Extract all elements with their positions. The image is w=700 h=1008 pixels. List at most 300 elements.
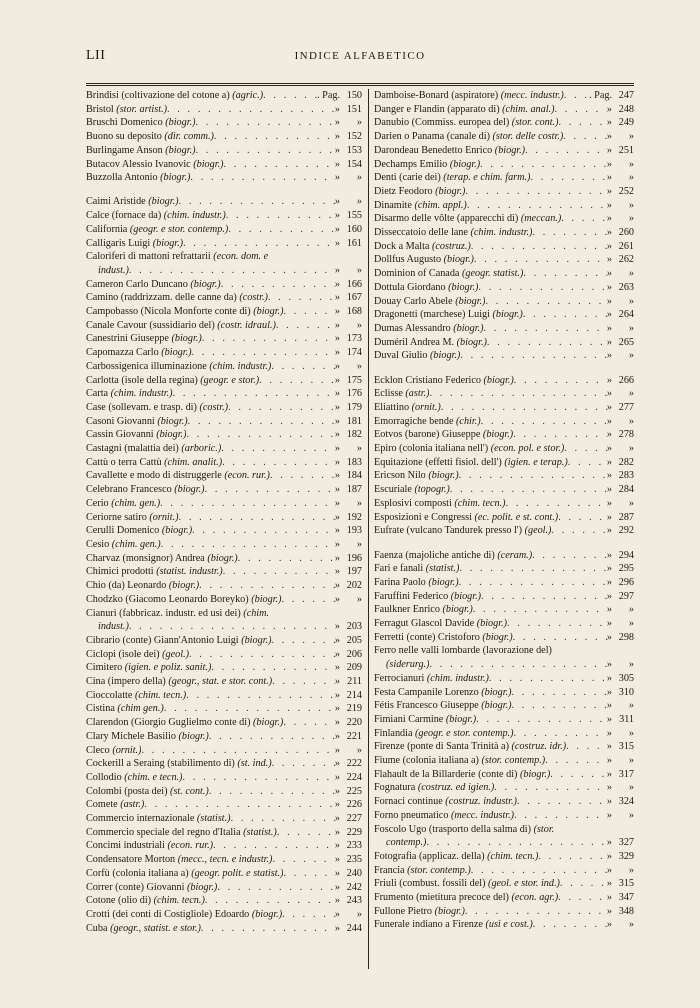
dot-leader: [559, 116, 607, 130]
dot-leader: [222, 456, 335, 470]
page-ref: »: [356, 319, 362, 331]
entry-text: [86, 798, 144, 812]
entry-text: [86, 116, 196, 130]
entry-text: [374, 905, 465, 919]
entry-title: Caloriferi di mattoni refrattarii: [86, 251, 214, 263]
entry-title: Frumento (mietitura precoce del): [374, 892, 512, 904]
page-prefix: »: [334, 881, 340, 893]
dot-leader: [223, 565, 335, 579]
entry-category-continued: indust.): [98, 621, 129, 633]
dot-leader: [167, 103, 335, 117]
dot-leader: [272, 757, 335, 771]
page-prefix: »: [334, 223, 340, 235]
entry-title: Comete: [86, 799, 121, 811]
entry-category: (biogr.): [435, 185, 466, 197]
page-prefix: »: [606, 227, 612, 239]
entry-title: Faenza (majoliche antiche di): [374, 549, 498, 561]
entry-title: Faulkner Enrico: [374, 604, 443, 616]
page-ref: 187: [346, 484, 362, 496]
entry-text: [86, 565, 223, 579]
entry-category: (biogr.): [165, 117, 196, 129]
page-prefix: »: [606, 631, 612, 643]
index-entry: [86, 483, 362, 497]
page-ref: 324: [618, 796, 634, 808]
dot-leader: [228, 401, 335, 415]
dot-leader: [568, 456, 607, 470]
page-prefix: »: [334, 388, 340, 400]
index-entry: [374, 823, 634, 850]
entry-title: Commercio internazionale: [86, 813, 197, 825]
page-ref: 284: [618, 484, 634, 496]
page-prefix: »: [606, 374, 612, 386]
page-ref: 221: [346, 730, 362, 742]
entry-category: (topogr.): [414, 484, 450, 496]
page-prefix: »: [606, 158, 612, 170]
entry-title: Damboise-Bonard (aspiratore): [374, 90, 501, 101]
page-ref: 296: [618, 576, 634, 588]
dot-leader: [561, 212, 607, 226]
page-ref: 247: [618, 90, 634, 101]
entry-title: Denti (carie dei): [374, 172, 444, 184]
entry-text: [86, 497, 160, 511]
dot-leader: [228, 223, 335, 237]
page-prefix: »: [606, 618, 612, 630]
entry-category: (chim. gen.): [111, 539, 161, 550]
page-ref: 168: [346, 306, 362, 318]
entry-title: Dinamite: [374, 199, 415, 211]
page-prefix: »: [334, 470, 340, 482]
entry-category: (biogr.): [165, 144, 196, 156]
page-prefix: »: [334, 634, 340, 646]
index-entry: [86, 853, 362, 867]
dot-leader: [221, 442, 335, 456]
page-ref: 315: [618, 741, 634, 753]
dot-leader: [188, 415, 335, 429]
dot-leader: [182, 771, 334, 785]
entry-category: (stor. cont.): [511, 117, 559, 129]
dot-leader: [190, 171, 334, 185]
entry-category: (ornit.): [411, 401, 441, 413]
index-entry: [86, 894, 362, 908]
page-prefix: »: [334, 539, 340, 550]
dot-leader: [268, 291, 335, 305]
entry-category: (igien. e terap.): [504, 456, 568, 468]
entry-title: Dottula Giordano: [374, 281, 449, 293]
page-prefix: »: [606, 700, 612, 712]
entry-category: (statist.): [196, 813, 231, 825]
entry-text: [86, 661, 211, 675]
index-entry: [86, 511, 362, 525]
page-prefix: »: [334, 744, 340, 756]
entry-title: Cina (impero della): [86, 676, 169, 688]
entry-title: Ciclopi (isole dei): [86, 648, 163, 660]
dot-leader: [186, 428, 334, 442]
dot-leader: [209, 785, 335, 799]
entry-category: (chim. tecn.): [454, 497, 506, 509]
entry-category: (usi e cost.): [485, 919, 533, 931]
entry-text: [86, 483, 205, 497]
page-prefix: »: [606, 905, 612, 917]
entry-continuation: [374, 836, 634, 850]
entry-category: (biogr.): [178, 730, 209, 742]
entry-category: (costr. idraul.): [217, 319, 276, 331]
page-ref: 243: [346, 895, 362, 907]
dot-leader: [538, 850, 607, 864]
dot-leader: [563, 130, 607, 144]
page-prefix: »: [334, 662, 340, 674]
page-prefix: »: [606, 240, 612, 252]
page-prefix: »: [606, 796, 612, 808]
entry-title: Epiro (colonia italiana nell'): [374, 443, 491, 455]
entry-category: (biogr.): [148, 196, 179, 208]
entry-title: Festa Campanile Lorenzo: [374, 686, 482, 698]
entry-text: [86, 103, 167, 117]
entry-line: [374, 823, 634, 837]
entry-text: [374, 158, 480, 172]
entry-text: [86, 853, 272, 867]
entry-title: Canestrini Giuseppe: [86, 333, 172, 345]
index-entry: [86, 360, 362, 374]
index-entry: [86, 144, 362, 158]
entry-category: (chim. industr.): [163, 210, 226, 222]
page-prefix: »: [334, 306, 340, 318]
entry-category: (econ. rur.): [167, 840, 214, 852]
entry-line: [86, 607, 362, 621]
entry-category: (ec. polit. e st. cont.): [474, 511, 559, 523]
entry-category: (chim. tecn.): [134, 689, 187, 701]
index-entry: [86, 593, 362, 607]
page-ref: 305: [618, 672, 634, 684]
index-entry: [374, 185, 634, 199]
page-ref: »: [628, 809, 634, 821]
entry-text: [374, 469, 459, 483]
index-entry: [374, 754, 634, 768]
entry-text: [374, 699, 512, 713]
entry-text: [374, 295, 485, 309]
entry-title: Cuba: [86, 922, 111, 934]
index-entry: [374, 850, 634, 864]
page-ref: 252: [618, 185, 634, 197]
dot-leader: [517, 795, 607, 809]
dot-leader: [476, 713, 607, 727]
page-prefix: »: [606, 525, 612, 537]
page-prefix: »: [334, 292, 340, 304]
page-ref: 249: [618, 117, 634, 129]
entry-text: [374, 456, 568, 470]
page-ref: 260: [618, 227, 634, 239]
page-prefix: »: [606, 755, 612, 767]
page-prefix: »: [334, 895, 340, 907]
entry-category: (econ. pol. e stor.): [490, 443, 565, 455]
entry-text: [86, 223, 228, 237]
dot-leader: [217, 881, 335, 895]
page-prefix: »: [606, 604, 612, 616]
page-ref: 202: [346, 580, 362, 592]
dot-leader: [173, 387, 335, 401]
dot-leader: [277, 826, 335, 840]
entry-text: [374, 891, 558, 905]
entry-line: [374, 644, 634, 658]
entry-category: (biogr.): [434, 905, 465, 917]
page-prefix: »: [334, 237, 340, 249]
page-ref: 197: [346, 566, 362, 578]
dot-leader: [523, 308, 607, 322]
index-entry: [374, 456, 634, 470]
page-ref: 176: [346, 388, 362, 400]
entry-category: (biogr.): [168, 580, 200, 592]
index-entry: [374, 240, 634, 254]
entry-category: (biogr.): [448, 281, 479, 293]
index-entry: [374, 918, 634, 932]
entry-title: Cianuri (fabbricaz. industr. ed usi dei): [86, 607, 244, 619]
entry-category: (mecc. industr.): [450, 809, 515, 821]
index-entry: [86, 524, 362, 538]
entry-text: [374, 103, 555, 117]
entry-text: [374, 387, 429, 401]
entry-text: [86, 593, 282, 607]
index-entry: [86, 223, 362, 237]
index-entry: [374, 644, 634, 671]
index-entry: [86, 771, 362, 785]
page-ref: »: [356, 908, 362, 920]
page-ref: »: [628, 919, 634, 931]
page-ref: »: [356, 593, 362, 605]
dot-leader: [460, 349, 607, 363]
dot-leader: [481, 590, 607, 604]
page-prefix: »: [606, 686, 612, 698]
dot-leader: [271, 634, 334, 648]
dot-leader: [205, 894, 335, 908]
dot-leader: [199, 579, 335, 593]
page-ref: 240: [346, 867, 362, 879]
entry-title: Casoni Giovanni: [86, 415, 158, 427]
entry-text: [86, 291, 268, 305]
page-ref: 311: [619, 713, 634, 725]
dot-leader: [532, 226, 606, 240]
entry-text: [374, 686, 512, 700]
page-ref: 181: [346, 415, 362, 427]
entry-category: (costruz. ed igien.): [417, 782, 495, 794]
page-prefix: »: [334, 621, 340, 633]
dot-leader: [478, 281, 606, 295]
entry-category: (st. cont.): [170, 785, 209, 797]
page-ref: »: [628, 199, 634, 211]
entry-category: (biogr.): [207, 552, 238, 564]
page-prefix: »: [606, 878, 612, 890]
index-entry: [86, 469, 362, 483]
entry-text: [374, 754, 545, 768]
entry-text: [86, 689, 186, 703]
index-entry: [86, 648, 362, 662]
entry-title: Cotone (olio di): [86, 895, 154, 907]
index-entry: [86, 922, 362, 936]
entry-category: (stor. contemp.): [407, 864, 471, 876]
index-entry: [86, 867, 362, 881]
entry-text: [374, 212, 561, 226]
entry-title: Flahault de la Billarderie (conte di): [374, 768, 520, 780]
entry-category: (biogr.): [187, 881, 218, 893]
page-prefix: »: [334, 511, 340, 523]
index-entry: [86, 237, 362, 251]
index-entry: [374, 103, 634, 117]
entry-category: (astr.): [120, 799, 145, 811]
page-prefix: »: [334, 443, 340, 455]
index-entry: [374, 877, 634, 891]
index-entry: [374, 727, 634, 741]
entry-category: (biogr.): [253, 306, 284, 318]
entry-title: Cleco: [86, 744, 113, 756]
entry-title: Brindisi (coltivazione del cotone a): [86, 90, 233, 101]
index-entry: [86, 744, 362, 758]
entry-title: Canale Cavour (sussidiario del): [86, 319, 218, 331]
page-ref: »: [628, 131, 634, 143]
dot-leader: [513, 428, 607, 442]
index-entry: [86, 89, 362, 103]
dot-leader: [284, 305, 335, 319]
page-prefix: »: [334, 158, 340, 170]
entry-text: [374, 877, 560, 891]
index-entry: [374, 130, 634, 144]
entry-title: Camino (raddrizzam. delle canne da): [86, 292, 240, 304]
page-ref: »: [356, 497, 362, 509]
page-ref: 235: [346, 854, 362, 866]
page-prefix: »: [606, 401, 612, 413]
entry-text: [374, 781, 494, 795]
entry-text: [86, 922, 201, 936]
entry-title: Disarmo delle vôlte (apparecchi di): [374, 213, 521, 225]
entry-text: [374, 130, 563, 144]
page-ref: 265: [618, 336, 634, 348]
index-entry: [374, 699, 634, 713]
dot-leader: [471, 240, 607, 254]
page-ref: 203: [346, 621, 362, 633]
entry-title: Dragonetti (marchese) Luigi: [374, 309, 493, 321]
page-prefix: »: [334, 360, 340, 372]
entry-text: [374, 727, 514, 741]
entry-text: [86, 511, 179, 525]
entry-text: [374, 740, 566, 754]
entry-text: [86, 195, 179, 209]
dot-leader: [533, 918, 607, 932]
entry-category: (mecc. industr.): [500, 90, 564, 101]
entry-category: (arboric.): [181, 443, 222, 455]
page-prefix: »: [606, 309, 612, 321]
entry-text: [374, 864, 471, 878]
entry-category: (biogr.): [492, 309, 523, 321]
entry-category: (biogr.): [251, 593, 282, 605]
index-group: [86, 195, 362, 935]
entry-title: Chodzko (Giacomo Leonardo Boreyko): [86, 593, 252, 605]
entry-text: [86, 757, 272, 771]
entry-text: [374, 850, 538, 864]
index-entry: [374, 809, 634, 823]
page-prefix: »: [334, 144, 340, 156]
page-prefix: »: [606, 850, 612, 862]
index-entry: [374, 905, 634, 919]
page-ref: »: [628, 782, 634, 794]
entry-title: Commercio speciale del regno d'Italia: [86, 826, 244, 838]
page-ref: 166: [346, 278, 362, 290]
entry-title: Esposizioni e Congressi: [374, 511, 475, 523]
page-prefix: »: [606, 254, 612, 266]
index-entry: [86, 103, 362, 117]
index-entry: [374, 387, 634, 401]
entry-title: Clarendon (Giorgio Guglielmo conte di): [86, 717, 254, 729]
entry-text: [374, 322, 484, 336]
index-entry: [86, 158, 362, 172]
entry-title: Esplosivi composti: [374, 497, 455, 509]
page-ref: 347: [618, 892, 634, 904]
entry-category: (biogr.): [430, 350, 461, 362]
entry-category: (meccan.): [520, 213, 562, 225]
entry-title: Friuli (combust. fossili del): [374, 878, 489, 890]
index-entry: [374, 89, 634, 103]
index-entry: [86, 116, 362, 130]
entry-title: Fimiani Carmine: [374, 713, 446, 725]
page-prefix: »: [334, 717, 340, 729]
page-ref: 251: [618, 144, 634, 156]
page-ref: 153: [346, 144, 362, 156]
page-ref: »: [628, 755, 634, 767]
entry-category: (stor. contemp.): [481, 755, 546, 767]
index-entry: [374, 144, 634, 158]
entry-title: Bruschi Domenico: [86, 117, 166, 129]
index-entry: [86, 661, 362, 675]
entry-category: (costruz. industr.): [445, 796, 517, 808]
dot-leader: [426, 836, 606, 850]
page-ref: 297: [618, 590, 634, 602]
dot-leader: [465, 905, 607, 919]
page-number: LII: [86, 48, 106, 63]
entry-category: (biogr.): [442, 604, 473, 616]
entry-title: Dumas Alessandro: [374, 322, 454, 334]
entry-title: Cerulli Domenico: [86, 525, 162, 537]
page-prefix: »: [334, 593, 340, 605]
dot-leader: [221, 278, 335, 292]
entry-title: Eotvos (barone) Giuseppe: [374, 429, 483, 441]
page-ref: 262: [618, 254, 634, 266]
entry-category: (biogr.): [174, 484, 205, 496]
dot-leader: [513, 631, 607, 645]
index-entry: [374, 562, 634, 576]
entry-title: Ferrocianuri: [374, 672, 427, 684]
entry-text: [374, 497, 506, 511]
entry-category: (biogr.): [241, 634, 272, 646]
entry-text: [86, 456, 222, 470]
page-prefix: »: [334, 689, 340, 701]
dot-leader: [271, 360, 335, 374]
entry-category: (costruz. idr.): [511, 741, 567, 753]
page-prefix: »: [606, 590, 612, 602]
entry-continuation: [86, 620, 362, 634]
entry-category: (costruz.): [432, 240, 471, 252]
entry-text: [374, 562, 459, 576]
page-ref: 214: [346, 689, 362, 701]
index-entry: [374, 267, 634, 281]
entry-text: [86, 360, 271, 374]
entry-title: Cerio: [86, 497, 112, 509]
entry-text: [374, 116, 559, 130]
index-entry: [86, 415, 362, 429]
page-prefix: »: [334, 172, 340, 184]
entry-text: [374, 809, 514, 823]
entry-text: [86, 648, 189, 662]
dot-leader: [487, 336, 607, 350]
page-ref: 229: [346, 826, 362, 838]
entry-category: (geogr. e stor.): [200, 374, 260, 386]
entry-title: Firenze (ponte di Santa Trinità a): [374, 741, 512, 753]
entry-title: Eufrate (vulcano Tandurek presso l'): [374, 525, 525, 537]
